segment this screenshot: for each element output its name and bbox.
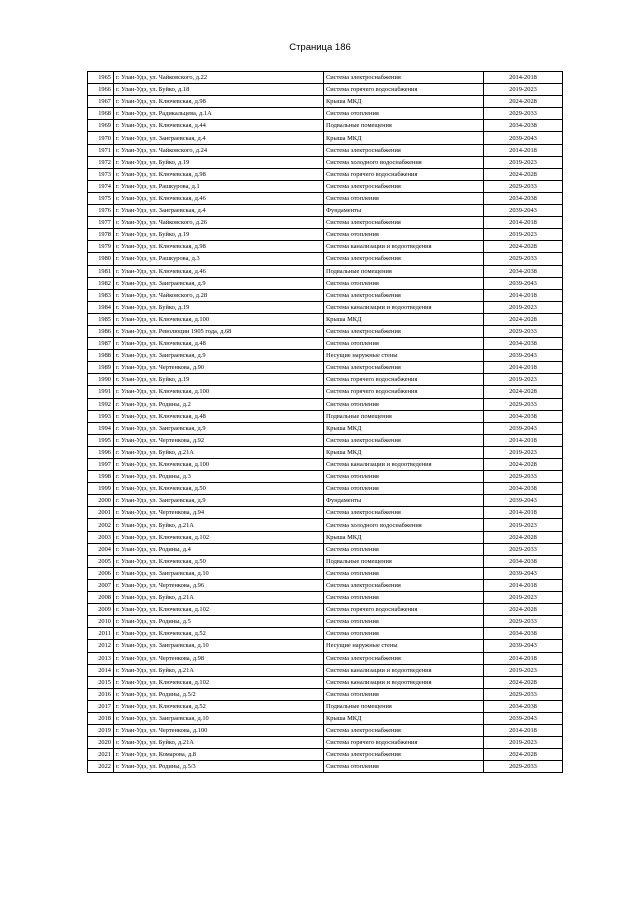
table-row [88,410,563,422]
row-number: 1980 [88,253,114,265]
system-cell: Система электроснабжения [324,72,484,84]
system-cell: Система отопления [324,229,484,241]
row-number: 1976 [88,205,114,217]
row-number: 1998 [88,471,114,483]
address-cell: г. Улан-Удэ, ул. Заиграевская, д.10 [114,567,324,579]
table-row [88,604,563,616]
period-cell: 2014-2018 [484,652,563,664]
system-cell: Крыша МКД [324,132,484,144]
table-row [88,217,563,229]
table-row [88,712,563,724]
row-number: 1984 [88,301,114,313]
address-cell: г. Улан-Удэ, ул. Буйко, д.21А [114,592,324,604]
period-cell: 2039-2043 [484,712,563,724]
period-cell: 2029-2033 [484,180,563,192]
period-cell: 2019-2023 [484,301,563,313]
period-cell: 2029-2033 [484,398,563,410]
system-cell: Система отопления [324,567,484,579]
period-cell: 2024-2028 [484,313,563,325]
period-cell: 2039-2043 [484,205,563,217]
table-row [88,664,563,676]
row-number: 1974 [88,180,114,192]
address-cell: г. Улан-Удэ, ул. Буйко, д.21А [114,737,324,749]
address-cell: г. Улан-Удэ, ул. Рашкурова, д.1 [114,180,324,192]
table-row [88,422,563,434]
row-number: 1989 [88,362,114,374]
system-cell: Система канализации и водоотведения [324,664,484,676]
table-row [88,96,563,108]
address-cell: г. Улан-Удэ, ул. Ключевская, д.98 [114,96,324,108]
address-cell: г. Улан-Удэ, ул. Комарова, д.8 [114,749,324,761]
address-cell: г. Улан-Удэ, ул. Чайковского, д.22 [114,72,324,84]
system-cell: Система отопления [324,192,484,204]
address-cell: г. Улан-Удэ, ул. Родины, д.5 [114,616,324,628]
system-cell: Крыша МКД [324,422,484,434]
period-cell: 2014-2018 [484,579,563,591]
address-cell: г. Улан-Удэ, ул. Буйко, д.19 [114,301,324,313]
row-number: 2016 [88,688,114,700]
system-cell: Система электроснабжения [324,362,484,374]
address-cell: г. Улан-Удэ, ул. Чайковского, д.24 [114,144,324,156]
period-cell: 2014-2018 [484,434,563,446]
period-cell: 2039-2043 [484,495,563,507]
system-cell: Система горячего водоснабжения [324,604,484,616]
address-cell: г. Улан-Удэ, ул. Радикальцева, д.1А [114,108,324,120]
row-number: 1987 [88,338,114,350]
system-cell: Система электроснабжения [324,217,484,229]
system-cell: Система отопления [324,338,484,350]
system-cell: Система горячего водоснабжения [324,386,484,398]
address-cell: г. Улан-Удэ, ул. Чертенкова, д.94 [114,507,324,519]
table-row [88,108,563,120]
row-number: 1988 [88,350,114,362]
period-cell: 2034-2038 [484,120,563,132]
table-row [88,579,563,591]
row-number: 1982 [88,277,114,289]
address-cell: г. Улан-Удэ, ул. Заиграевская, д.9 [114,422,324,434]
page-title: Страница 186 [289,42,351,53]
row-number: 1970 [88,132,114,144]
row-number: 2013 [88,652,114,664]
period-cell: 2029-2033 [484,253,563,265]
table-row [88,84,563,96]
table-row [88,555,563,567]
system-cell: Система горячего водоснабжения [324,374,484,386]
period-cell: 2024-2028 [484,386,563,398]
period-cell: 2019-2023 [484,519,563,531]
table-row [88,737,563,749]
address-cell: г. Улан-Удэ, ул. Ключевская, д.98 [114,168,324,180]
system-cell: Подвальные помещения [324,700,484,712]
period-cell: 2014-2018 [484,725,563,737]
period-cell: 2024-2028 [484,241,563,253]
system-cell: Подвальные помещения [324,265,484,277]
period-cell: 2029-2033 [484,688,563,700]
table-row [88,156,563,168]
row-number: 2004 [88,543,114,555]
address-cell: г. Улан-Удэ, ул. Ключевская, д.52 [114,700,324,712]
period-cell: 2039-2043 [484,422,563,434]
table-row [88,350,563,362]
table-row [88,374,563,386]
period-cell: 2019-2023 [484,737,563,749]
period-cell: 2024-2028 [484,676,563,688]
system-cell: Система отопления [324,108,484,120]
row-number: 2012 [88,640,114,652]
table-row [88,652,563,664]
system-cell: Система отопления [324,483,484,495]
period-cell: 2014-2018 [484,217,563,229]
system-cell: Система горячего водоснабжения [324,168,484,180]
system-cell: Подвальные помещения [324,120,484,132]
address-cell: г. Улан-Удэ, ул. Чертенкова, д.90 [114,362,324,374]
row-number: 2018 [88,712,114,724]
period-cell: 2029-2033 [484,325,563,337]
table-row [88,144,563,156]
table-row [88,313,563,325]
row-number: 1997 [88,459,114,471]
system-cell: Система электроснабжения [324,144,484,156]
row-number: 1995 [88,434,114,446]
address-cell: г. Улан-Удэ, ул. Ключевская, д.102 [114,604,324,616]
repair-schedule-table [87,71,563,773]
address-cell: г. Улан-Удэ, ул. Заиграевская, д.4 [114,132,324,144]
address-cell: г. Улан-Удэ, ул. Чертенкова, д.100 [114,725,324,737]
row-number: 1975 [88,192,114,204]
row-number: 2022 [88,761,114,773]
period-cell: 2014-2018 [484,507,563,519]
system-cell: Система отопления [324,471,484,483]
address-cell: г. Улан-Удэ, ул. Буйко, д.21А [114,446,324,458]
table-row [88,265,563,277]
system-cell: Система канализации и водоотведения [324,459,484,471]
period-cell: 2034-2038 [484,265,563,277]
period-cell: 2034-2038 [484,555,563,567]
address-cell: г. Улан-Удэ, ул. Ключевская, д.100 [114,313,324,325]
address-cell: г. Улан-Удэ, ул. Ключевская, д.50 [114,483,324,495]
system-cell: Система электроснабжения [324,434,484,446]
address-cell: г. Улан-Удэ, ул. Ключевская, д.50 [114,555,324,567]
table-row [88,640,563,652]
system-cell: Крыша МКД [324,313,484,325]
address-cell: г. Улан-Удэ, ул. Чайковского, д.28 [114,289,324,301]
period-cell: 2039-2043 [484,277,563,289]
address-cell: г. Улан-Удэ, ул. Заиграевская, д.9 [114,277,324,289]
period-cell: 2019-2023 [484,84,563,96]
period-cell: 2014-2018 [484,362,563,374]
address-cell: г. Улан-Удэ, ул. Буйко, д.19 [114,156,324,168]
period-cell: 2024-2028 [484,604,563,616]
period-cell: 2019-2023 [484,156,563,168]
table-row [88,688,563,700]
row-number: 2008 [88,592,114,604]
table-row [88,338,563,350]
table-row [88,253,563,265]
row-number: 1981 [88,265,114,277]
system-cell: Система отопления [324,592,484,604]
row-number: 1983 [88,289,114,301]
table-row [88,628,563,640]
system-cell: Фундаменты [324,205,484,217]
row-number: 2011 [88,628,114,640]
table-row [88,507,563,519]
period-cell: 2039-2043 [484,132,563,144]
period-cell: 2014-2018 [484,144,563,156]
system-cell: Система электроснабжения [324,253,484,265]
system-cell: Система отопления [324,277,484,289]
table-row [88,592,563,604]
address-cell: г. Улан-Удэ, ул. Ключевская, д.48 [114,410,324,422]
table-row [88,205,563,217]
row-number: 1965 [88,72,114,84]
row-number: 2017 [88,700,114,712]
row-number: 1994 [88,422,114,434]
address-cell: г. Улан-Удэ, ул. Ключевская, д.52 [114,628,324,640]
system-cell: Система электроснабжения [324,579,484,591]
period-cell: 2019-2023 [484,446,563,458]
address-cell: г. Улан-Удэ, ул. Ключевская, д.48 [114,338,324,350]
row-number: 1991 [88,386,114,398]
row-number: 2021 [88,749,114,761]
system-cell: Система электроснабжения [324,180,484,192]
address-cell: г. Улан-Удэ, ул. Ключевская, д.46 [114,192,324,204]
period-cell: 2019-2023 [484,229,563,241]
system-cell: Несущие наружные стены [324,350,484,362]
row-number: 2006 [88,567,114,579]
system-cell: Система горячего водоснабжения [324,737,484,749]
period-cell: 2029-2033 [484,616,563,628]
table-row [88,289,563,301]
table-row [88,495,563,507]
address-cell: г. Улан-Удэ, ул. Рашкурова, д.3 [114,253,324,265]
address-cell: г. Улан-Удэ, ул. Ключевская, д.102 [114,531,324,543]
period-cell: 2029-2033 [484,471,563,483]
period-cell: 2024-2028 [484,168,563,180]
table-row [88,434,563,446]
table-row [88,700,563,712]
address-cell: г. Улан-Удэ, ул. Ключевская, д.98 [114,241,324,253]
system-cell: Система электроснабжения [324,325,484,337]
table-row [88,459,563,471]
table-row [88,471,563,483]
row-number: 1966 [88,84,114,96]
system-cell: Подвальные помещения [324,410,484,422]
system-cell: Крыша МКД [324,446,484,458]
table-row [88,483,563,495]
address-cell: г. Улан-Удэ, ул. Заиграевская, д.4 [114,205,324,217]
period-cell: 2014-2018 [484,72,563,84]
address-cell: г. Улан-Удэ, ул. Родины, д.3 [114,471,324,483]
table-row [88,749,563,761]
system-cell: Система отопления [324,398,484,410]
address-cell: г. Улан-Удэ, ул. Заиграевская, д.9 [114,495,324,507]
period-cell: 2019-2023 [484,374,563,386]
row-number: 2014 [88,664,114,676]
table-row [88,616,563,628]
period-cell: 2029-2033 [484,543,563,555]
period-cell: 2034-2038 [484,192,563,204]
table-row [88,676,563,688]
address-cell: г. Улан-Удэ, ул. Буйко, д.21А [114,519,324,531]
table-body [88,72,563,773]
row-number: 2019 [88,725,114,737]
system-cell: Система электроснабжения [324,725,484,737]
row-number: 1972 [88,156,114,168]
system-cell: Система канализации и водоотведения [324,241,484,253]
system-cell: Система отопления [324,628,484,640]
table-row [88,543,563,555]
period-cell: 2029-2033 [484,108,563,120]
row-number: 1978 [88,229,114,241]
row-number: 2007 [88,579,114,591]
address-cell: г. Улан-Удэ, ул. Родины, д.2 [114,398,324,410]
address-cell: г. Улан-Удэ, ул. Заиграевская, д.10 [114,640,324,652]
table-row [88,192,563,204]
table-row [88,180,563,192]
system-cell: Система канализации и водоотведения [324,301,484,313]
row-number: 1971 [88,144,114,156]
table-row [88,120,563,132]
row-number: 1999 [88,483,114,495]
row-number: 1973 [88,168,114,180]
row-number: 1968 [88,108,114,120]
row-number: 2009 [88,604,114,616]
row-number: 1967 [88,96,114,108]
row-number: 1990 [88,374,114,386]
table-row [88,531,563,543]
row-number: 2002 [88,519,114,531]
system-cell: Фундаменты [324,495,484,507]
system-cell: Крыша МКД [324,96,484,108]
address-cell: г. Улан-Удэ, ул. Революции 1905 года, д.68 [114,325,324,337]
period-cell: 2034-2038 [484,628,563,640]
address-cell: г. Улан-Удэ, ул. Заиграевская, д.10 [114,712,324,724]
table-row [88,132,563,144]
system-cell: Система холодного водоснабжения [324,519,484,531]
row-number: 2020 [88,737,114,749]
table-row [88,72,563,84]
period-cell: 2019-2023 [484,592,563,604]
address-cell: г. Улан-Удэ, ул. Родины, д.5/3 [114,761,324,773]
row-number: 1985 [88,313,114,325]
address-cell: г. Улан-Удэ, ул. Ключевская, д.46 [114,265,324,277]
period-cell: 2024-2028 [484,749,563,761]
period-cell: 2024-2028 [484,531,563,543]
system-cell: Система отопления [324,543,484,555]
table-row [88,519,563,531]
address-cell: г. Улан-Удэ, ул. Ключевская, д.100 [114,386,324,398]
table-row [88,446,563,458]
address-cell: г. Улан-Удэ, ул. Заиграевская, д.9 [114,350,324,362]
table-row [88,277,563,289]
row-number: 2015 [88,676,114,688]
system-cell: Система электроснабжения [324,289,484,301]
period-cell: 2034-2038 [484,700,563,712]
row-number: 2000 [88,495,114,507]
row-number: 2005 [88,555,114,567]
address-cell: г. Улан-Удэ, ул. Буйко, д.18 [114,84,324,96]
period-cell: 2034-2038 [484,410,563,422]
address-cell: г. Улан-Удэ, ул. Ключевская, д.100 [114,459,324,471]
address-cell: г. Улан-Удэ, ул. Ключевская, д.102 [114,676,324,688]
period-cell: 2024-2028 [484,459,563,471]
period-cell: 2039-2043 [484,640,563,652]
table-row [88,725,563,737]
address-cell: г. Улан-Удэ, ул. Чертенкова, д.96 [114,579,324,591]
address-cell: г. Улан-Удэ, ул. Буйко, д.21А [114,664,324,676]
row-number: 1969 [88,120,114,132]
address-cell: г. Улан-Удэ, ул. Родины, д.4 [114,543,324,555]
table-row [88,761,563,773]
period-cell: 2024-2028 [484,96,563,108]
system-cell: Крыша МКД [324,712,484,724]
table-row [88,398,563,410]
system-cell: Система горячего водоснабжения [324,84,484,96]
row-number: 1993 [88,410,114,422]
table-row [88,325,563,337]
system-cell: Система отопления [324,616,484,628]
table-row [88,229,563,241]
table-row [88,168,563,180]
system-cell: Система канализации и водоотведения [324,676,484,688]
period-cell: 2039-2043 [484,350,563,362]
period-cell: 2029-2033 [484,761,563,773]
period-cell: 2034-2038 [484,338,563,350]
row-number: 2010 [88,616,114,628]
period-cell: 2014-2018 [484,289,563,301]
address-cell: г. Улан-Удэ, ул. Родины, д.5/2 [114,688,324,700]
row-number: 1979 [88,241,114,253]
table-row [88,362,563,374]
table-row [88,386,563,398]
address-cell: г. Улан-Удэ, ул. Чертенкова, д.98 [114,652,324,664]
system-cell: Система отопления [324,688,484,700]
row-number: 1992 [88,398,114,410]
row-number: 1986 [88,325,114,337]
address-cell: г. Улан-Удэ, ул. Буйко, д.19 [114,374,324,386]
row-number: 2001 [88,507,114,519]
row-number: 1977 [88,217,114,229]
system-cell: Система холодного водоснабжения [324,156,484,168]
system-cell: Несущие наружные стены [324,640,484,652]
row-number: 1996 [88,446,114,458]
table-row [88,567,563,579]
table-row [88,241,563,253]
period-cell: 2019-2023 [484,664,563,676]
system-cell: Крыша МКД [324,531,484,543]
address-cell: г. Улан-Удэ, ул. Ключевская, д.44 [114,120,324,132]
system-cell: Подвальные помещения [324,555,484,567]
period-cell: 2039-2043 [484,567,563,579]
system-cell: Система отопления [324,761,484,773]
system-cell: Система электроснабжения [324,749,484,761]
system-cell: Система электроснабжения [324,507,484,519]
period-cell: 2034-2038 [484,483,563,495]
address-cell: г. Улан-Удэ, ул. Чайковского, д.26 [114,217,324,229]
row-number: 2003 [88,531,114,543]
address-cell: г. Улан-Удэ, ул. Буйко, д.19 [114,229,324,241]
address-cell: г. Улан-Удэ, ул. Чертенкова, д.92 [114,434,324,446]
system-cell: Система электроснабжения [324,652,484,664]
table-row [88,301,563,313]
